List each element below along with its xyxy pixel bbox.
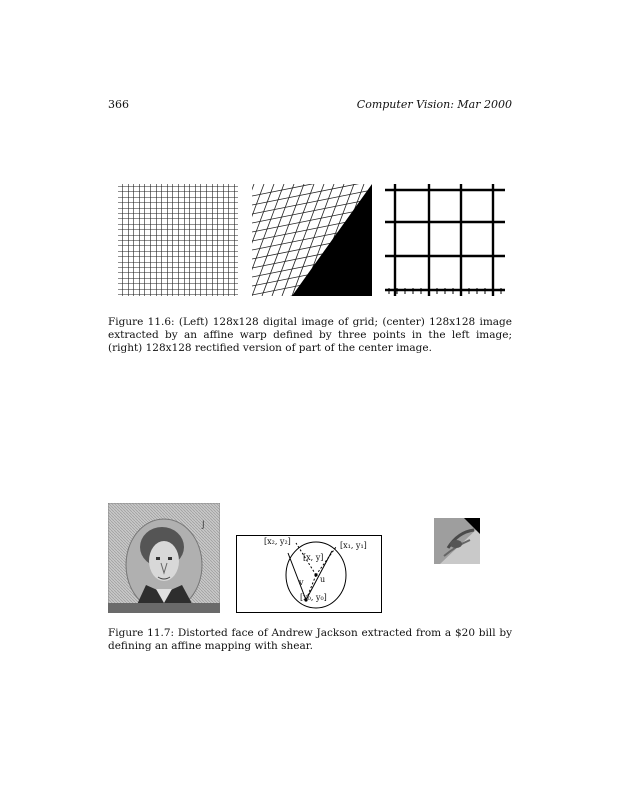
rectified-grid-right (385, 184, 505, 296)
extracted-face-image (434, 518, 480, 564)
jackson-portrait-image (108, 503, 220, 613)
label-v: v (299, 578, 304, 587)
figure-11-6-caption: Figure 11.6: (Left) 128x128 digital image of grid; (center) 128x128 image extracted by an affine warp defined by three points in the left image; (right) 128x128 rectified version of part of the center image. (108, 316, 512, 354)
svg-text:J: J (202, 520, 205, 530)
label-u: u (320, 575, 326, 584)
figure-11-7-caption: Figure 11.7: Distorted face of Andrew Jackson extracted from a $20 bill by defining an affine mapping with shear. (108, 627, 512, 652)
grid-image-left (118, 184, 238, 296)
label-x0-y0: [x₀, y₀] (300, 593, 327, 602)
affine-warped-grid-center (252, 184, 372, 296)
label-x-y: [x, y] (303, 553, 324, 562)
page-number: 366 (108, 98, 129, 111)
label-x2-y2: [x₂, y₂] (264, 537, 291, 546)
running-title: Computer Vision: Mar 2000 (356, 98, 512, 111)
label-x1-y1: [x₁, y₁] (340, 541, 367, 550)
